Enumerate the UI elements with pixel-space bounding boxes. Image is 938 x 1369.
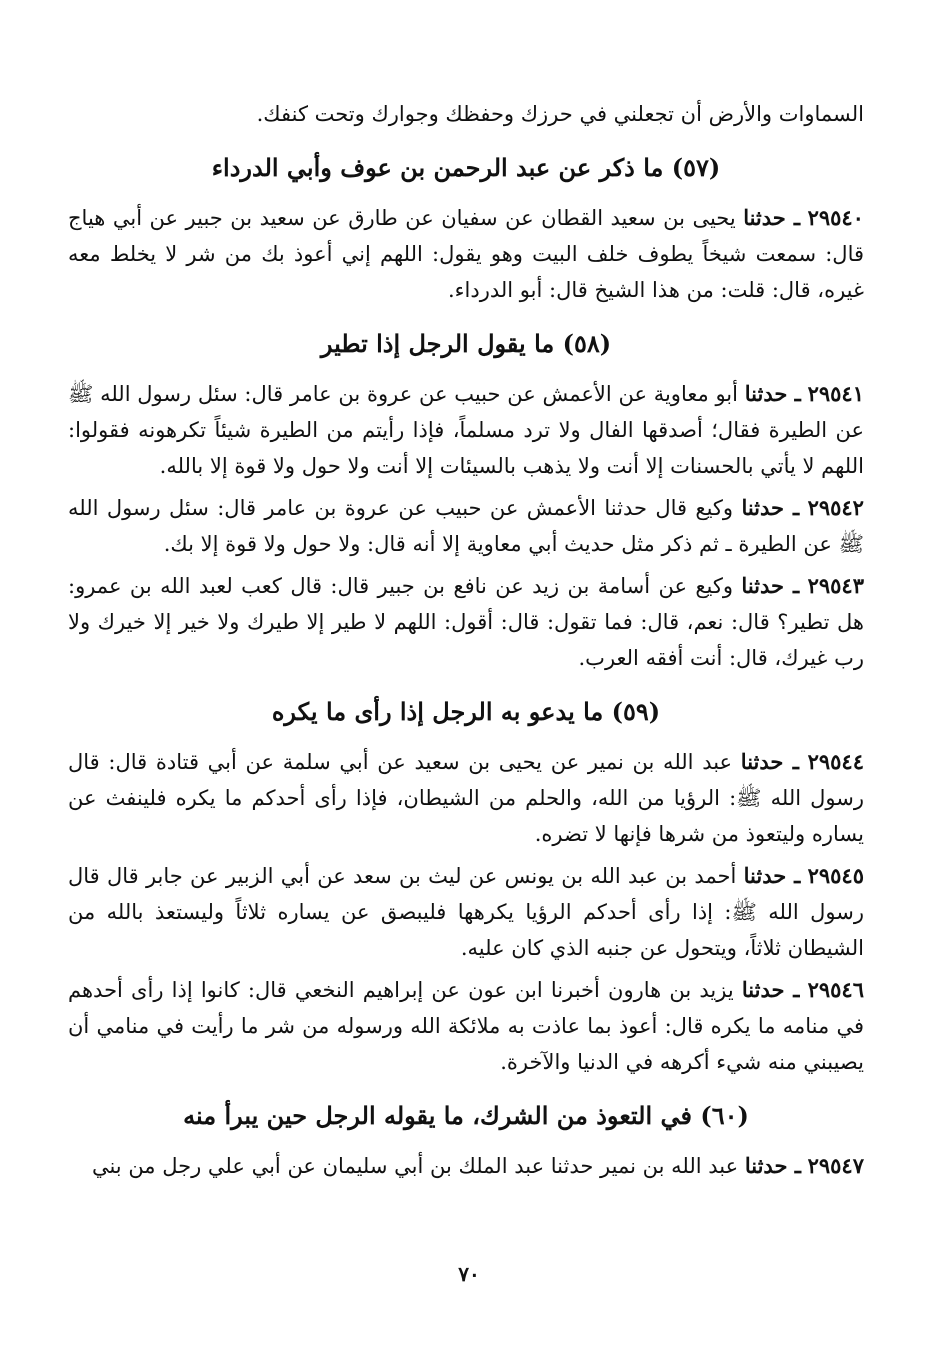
hadith-lead: ـ حدثنا (743, 863, 801, 888)
section-heading-60: (٦٠) في التعوذ من الشرك، ما يقوله الرجل حين يبرأ منه (183, 1101, 749, 1130)
hadith-number: ٢٩٥٤٠ (807, 205, 864, 230)
hadith-number: ٢٩٥٤٣ (807, 573, 864, 598)
hadith-number: ٢٩٥٤١ (807, 381, 864, 406)
hadith-entry (68, 858, 864, 966)
section-heading-58: (٥٨) ما يقول الرجل إذا تطير (320, 329, 612, 358)
hadith-entry (68, 972, 864, 1080)
hadith-text: أحمد بن عبد الله بن يونس عن ليث بن سعد عن أبي الزبير عن جابر قال قال رسول الله ﷺ: إذا رأى أحدكم الرؤيا يكرهها فليبصق عن يساره ثلاثاً وليستعذ بالله من الشيطان ثلاثاً، ويتحول عن جنبه الذي كان عليه. (68, 864, 864, 960)
hadith-lead: ـ حدثنا (740, 749, 799, 774)
hadith-text: أبو معاوية عن الأعمش عن حبيب عن عروة بن عامر قال: سئل رسول الله ﷺ عن الطيرة فقال؛ أصدقها الفال ولا ترد مسلماً، فإذا رأيتم من الطيرة شيئاً تكرهونه فقولوا: اللهم لا يأتي بالحسنات إلا أنت ولا يذهب بالسيئات إلا أنت ولا حول ولا قوة إلا بالله. (68, 382, 864, 478)
hadith-entry (68, 568, 864, 676)
hadith-lead: ـ حدثنا (744, 1153, 801, 1178)
hadith-entry (68, 376, 864, 484)
hadith-text: وكيع قال حدثنا الأعمش عن حبيب عن عروة بن عامر قال: سئل رسول الله ﷺ عن الطيرة ـ ثم ذكر مثل حديث أبي معاوية إلا أنه قال: ولا حول ولا قوة إلا بك. (68, 496, 864, 556)
intro-line (68, 96, 864, 132)
hadith-number: ٢٩٥٤٥ (807, 863, 864, 888)
intro-text: السماوات والأرض أن تجعلني في حرزك وحفظك وجوارك وتحت كنفك. (256, 102, 864, 126)
hadith-number: ٢٩٥٤٤ (807, 749, 864, 774)
hadith-lead: ـ حدثنا (744, 381, 801, 406)
hadith-lead: ـ حدثنا (741, 573, 800, 598)
hadith-entry (68, 1148, 864, 1184)
hadith-number: ٢٩٥٤٧ (807, 1153, 864, 1178)
hadith-number: ٢٩٥٤٢ (807, 495, 864, 520)
hadith-lead: ـ حدثنا (741, 495, 800, 520)
page-number: ٧٠ (458, 1262, 480, 1286)
hadith-text: يحيى بن سعيد القطان عن سفيان عن طارق عن سعيد بن جبير عن أبي هياج قال: سمعت شيخاً يطوف خلف البيت وهو يقول: اللهم إني أعوذ بك من شر لا يخلط معه غيره، قال: قلت: من هذا الشيخ قال: أبو الدرداء. (68, 206, 864, 302)
hadith-text: عبد الله بن نمير حدثنا عبد الملك بن أبي سليمان عن أبي علي رجل من بني (91, 1154, 739, 1178)
hadith-lead: ـ حدثنا (743, 205, 801, 230)
section-heading-59: (٥٩) ما يدعو به الرجل إذا رأى ما يكره (271, 697, 661, 726)
hadith-entry (68, 744, 864, 852)
page-body (68, 96, 864, 1190)
hadith-entry (68, 490, 864, 562)
hadith-text: وكيع عن أسامة بن زيد عن نافع بن جبير قال: قال كعب لعبد الله بن عمرو: هل تطير؟ قال: نعم، قال: فما تقول: قال: أقول: اللهم لا طير إلا طيرك ولا خير إلا خيرك ولا رب غيرك، قال: أنت أفقه العرب. (68, 574, 864, 670)
hadith-text: يزيد بن هارون أخبرنا ابن عون عن إبراهيم النخعي قال: كانوا إذا رأى أحدهم في منامه ما يكره قال: أعوذ بما عاذت به ملائكة الله ورسوله من شر ما رأيت في منامي أن يصيبني منه شيء أكرهه في الدنيا والآخرة. (68, 978, 864, 1074)
section-heading-57: (٥٧) ما ذكر عن عبد الرحمن بن عوف وأبي الدرداء (211, 153, 721, 182)
hadith-number: ٢٩٥٤٦ (807, 977, 864, 1002)
hadith-lead: ـ حدثنا (741, 977, 800, 1002)
hadith-entry (68, 200, 864, 308)
hadith-text: عبد الله بن نمير عن يحيى بن سعيد عن أبي سلمة عن أبي قتادة قال: قال رسول الله ﷺ: الرؤيا من الله، والحلم من الشيطان، فإذا رأى أحدكم ما يكره فلينفث عن يساره وليتعوذ من شرها فإنها لا تضره. (68, 750, 864, 846)
